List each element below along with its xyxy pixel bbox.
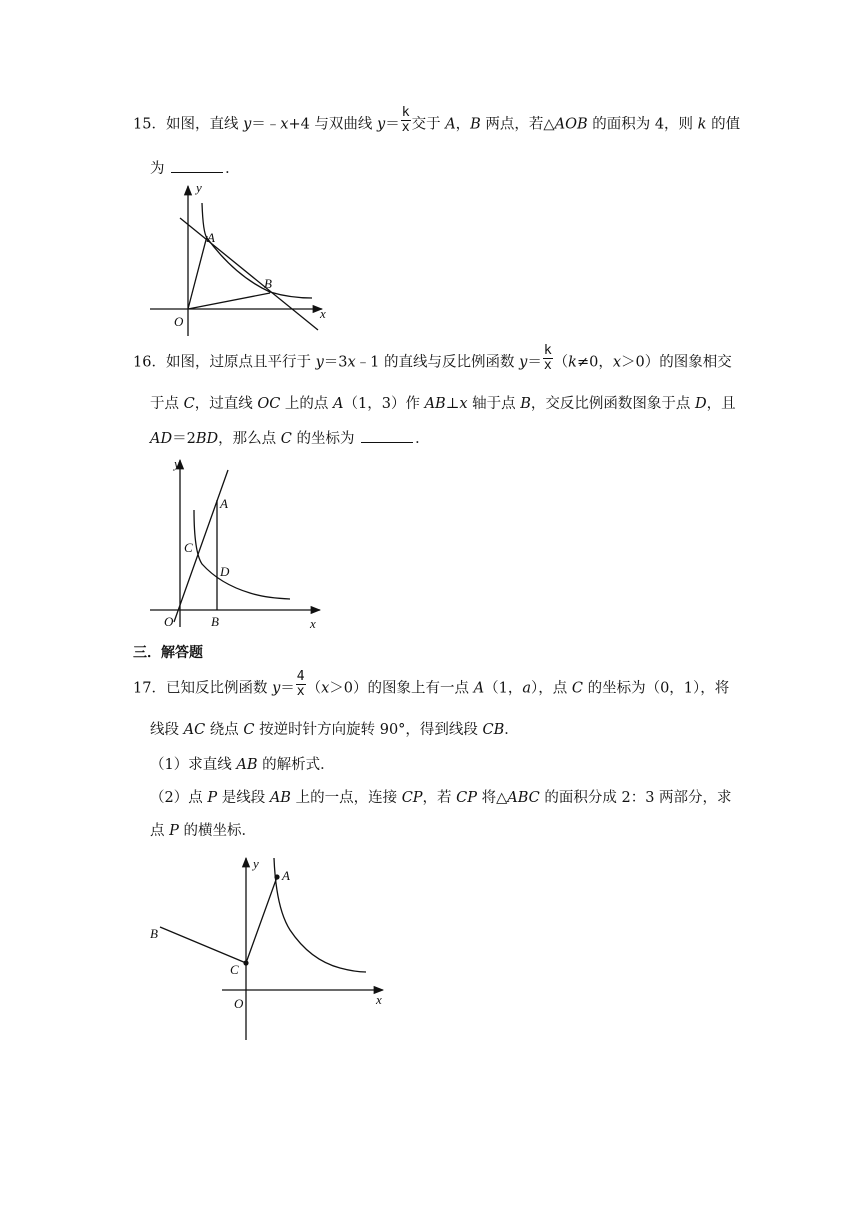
q15-line2: 为 ．: [150, 158, 240, 179]
answer-blank[interactable]: [361, 428, 413, 443]
label-y: y: [196, 180, 202, 195]
label-O: O: [174, 314, 184, 329]
label-A: A: [220, 496, 228, 511]
line-OC: [174, 470, 228, 622]
segment-OB: [188, 293, 270, 309]
label-A: A: [282, 868, 290, 883]
hyperbola-curve: [202, 203, 312, 298]
point-A: [274, 874, 279, 879]
q17-fraction: $\frac{4}{x}$: [296, 669, 305, 699]
q17-line1: 17．已知反比例函数 y＝ $\frac{4}{x}$ （x＞0）的图象上有一点 A（1，a），点 C 的坐标为（0，1），将: [133, 669, 730, 699]
q16-line2: 于点 C，过直线 OC 上的点 A（1，3）作 AB⊥x 轴于点 B，交反比例函数图象于点 D，且: [150, 396, 736, 412]
segment-CA: [246, 877, 277, 963]
label-x: x: [376, 992, 382, 1007]
section-heading: 三．解答题: [133, 645, 203, 661]
q17-number: 17．: [133, 680, 166, 697]
label-D: D: [220, 564, 230, 579]
label-O: O: [164, 614, 174, 629]
q17-sub2: （2）点 P 是线段 AB 上的一点，连接 CP，若 CP 将△ABC 的面积分成 2：3 两部分，求: [150, 790, 732, 806]
segment-OA: [188, 236, 207, 309]
answer-blank[interactable]: [171, 158, 223, 173]
q17-line2: 线段 AC 绕点 C 按逆时针方向旋转 90°，得到线段 CB．: [150, 722, 519, 738]
q15-number: 15．: [133, 116, 166, 133]
q16-number: 16．: [133, 354, 166, 371]
q17-sub2-line2: 点 P 的横坐标．: [150, 823, 256, 839]
segment-CB: [160, 927, 246, 963]
label-B: B: [150, 926, 158, 941]
q16-figure: [140, 452, 340, 634]
q16-line1: 16．如图，过原点且平行于 y＝3x﹣1 的直线与反比例函数 y＝ $\frac{k}{x}$ （k≠0，x＞0）的图象相交: [133, 343, 732, 373]
label-B: B: [264, 276, 272, 291]
q15-fraction: $\frac{k}{x}$: [401, 105, 410, 135]
label-B: B: [211, 614, 219, 629]
label-C: C: [230, 962, 239, 977]
line-y-eq-neg-x-plus-4: [180, 218, 318, 330]
q17-figure: [140, 848, 400, 1048]
q15-line1: 15．如图，直线 y＝﹣x+4 与双曲线 y＝ $\frac{k}{x}$ 交于 A，B 两点，若△AOB 的面积为 4，则 k 的值: [133, 105, 741, 135]
q17-sub1: （1）求直线 AB 的解析式．: [150, 757, 335, 773]
label-O: O: [234, 996, 244, 1011]
q15-figure: [140, 178, 340, 338]
q16-fraction: $\frac{k}{x}$: [543, 343, 552, 373]
point-C: [243, 960, 248, 965]
label-x: x: [320, 306, 326, 321]
label-C: C: [184, 540, 193, 555]
label-y: y: [174, 456, 180, 471]
q16-line3: AD＝2BD，那么点 C 的坐标为 ．: [150, 428, 430, 449]
label-y: y: [253, 856, 259, 871]
label-A: A: [207, 230, 215, 245]
label-x: x: [310, 616, 316, 631]
